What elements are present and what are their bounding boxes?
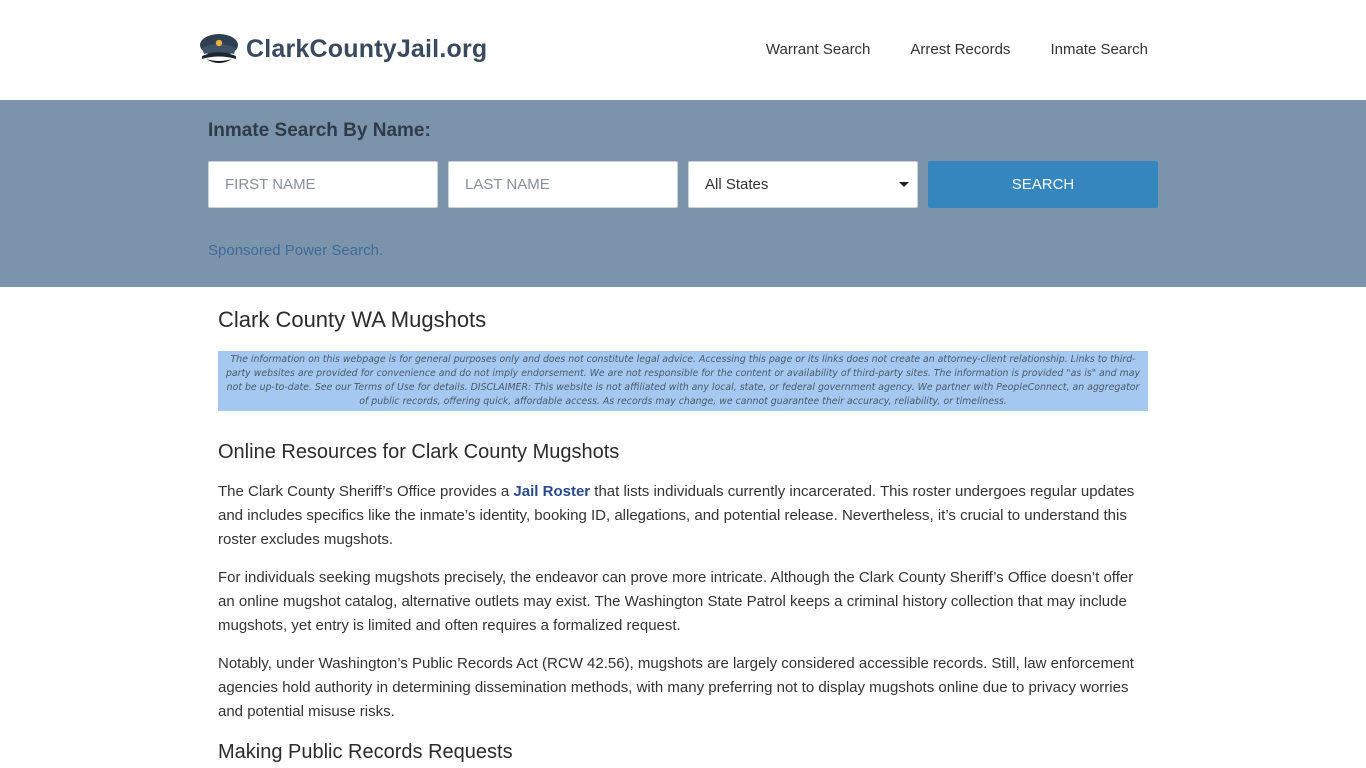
main-content [218,287,1148,764]
nav-arrest-records[interactable]: Arrest Records [910,41,1011,58]
main-nav [766,41,1148,58]
jail-roster-link[interactable]: Jail Roster [513,483,591,500]
search-band [0,100,1366,287]
search-title: Inmate Search By Name: [208,120,431,141]
last-name-input[interactable] [448,161,678,208]
disclaimer-box: The information on this webpage is for general purposes only and does not constitute legal advice. Accessing this page or its links does not create an attorney-client relationship. Links to third-party websites are provided for convenience and do not imply endorsement. We are not responsible for the content or availability of third-party sites. The information is provided "as is" and may not be up-to-date. See our Terms of Use for details. DISCLAIMER: This website is not affiliated with any local, state, or federal government agency. We partner with PeopleConnect, an aggregator of public records, offering quick, affordable access. As records may change, we cannot guarantee their accuracy, reliability, or timeliness. [218,351,1148,411]
state-select-value: All States [705,176,769,193]
chevron-down-icon [899,182,909,187]
paragraph-public-records-act: Notably, under Washington’s Public Records Act (RCW 42.56), mugshots are largely considered accessible records. Still, law enforcement agencies hold authority in determining dissemination methods, with many preferring not to display mugshots online due to privacy worries and potential misuse risks. [218,655,1134,720]
paragraph-mugshots-sources: For individuals seeking mugshots precisely, the endeavor can prove more intricate. Although the Clark County Sheriff’s Office doesn’t offer an online mugshot catalog, alternative outlets may exist. The Washington State Patrol keeps a criminal history collection that may include mugshots, yet entry is limited and often requires a formalized request. [218,569,1134,634]
section-heading-online-resources: Online Resources for Clark County Mugshots [218,441,620,463]
paragraph-jail-roster [218,480,1148,552]
police-cap-icon [198,32,240,66]
state-select[interactable] [688,161,918,208]
site-header [0,0,1366,100]
nav-warrant-search[interactable]: Warrant Search [765,41,871,58]
section-heading-public-records: Making Public Records Requests [218,741,513,763]
search-button[interactable]: SEARCH [928,161,1158,208]
first-name-input[interactable] [208,161,438,208]
site-logo[interactable] [198,32,487,66]
page-title: Clark County WA Mugshots [218,307,487,332]
paragraph-text: The Clark County Sheriff’s Office provides a [218,483,514,500]
sponsored-power-search-link[interactable]: Sponsored Power Search. [208,242,384,259]
logo-text: ClarkCountyJail.org [246,34,488,63]
paragraph-text: that lists individuals currently incarcerated. This roster undergoes regular updates and includes specifics like the inmate’s identity, booking ID, allegations, and potential release. Nevertheless, it’s crucial to understand this roster excludes mugshots. [218,483,1135,548]
nav-inmate-search[interactable]: Inmate Search [1050,41,1148,58]
